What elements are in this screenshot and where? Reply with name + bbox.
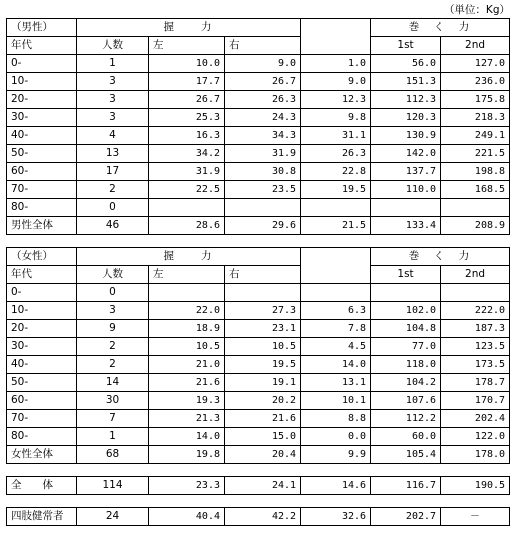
- table-cell: 24: [77, 508, 149, 526]
- table-cell: 9.0: [301, 73, 371, 91]
- header-age: 年代: [7, 37, 77, 55]
- table-cell: 122.0: [441, 428, 510, 446]
- table-cell: 18.9: [149, 320, 225, 338]
- table-cell: 2: [77, 338, 149, 356]
- table-row: [7, 91, 510, 109]
- table-cell: 208.9: [441, 217, 510, 235]
- header-2nd: 2nd: [441, 266, 510, 284]
- table-cell: 25.3: [149, 109, 225, 127]
- table-cell: 14.0: [149, 428, 225, 446]
- table-cell: 23.1: [225, 320, 301, 338]
- table-cell: [225, 199, 301, 217]
- table-cell: 190.5: [441, 477, 510, 495]
- table-row: [7, 217, 510, 235]
- table-cell: 23.3: [149, 477, 225, 495]
- table-cell: 175.8: [441, 91, 510, 109]
- table-cell: 21.6: [149, 374, 225, 392]
- table-cell: 249.1: [441, 127, 510, 145]
- table-cell: 20.2: [225, 392, 301, 410]
- table-cell: 3: [77, 91, 149, 109]
- table-cell: 23.5: [225, 181, 301, 199]
- table-cell: 26.7: [149, 91, 225, 109]
- table-cell: 4: [77, 127, 149, 145]
- table-cell: －: [441, 508, 510, 526]
- table-cell: 32.6: [301, 508, 371, 526]
- table-cell: 20-: [7, 320, 77, 338]
- table-cell: 女性全体: [7, 446, 77, 464]
- table-cell: 42.2: [225, 508, 301, 526]
- table-cell: 151.3: [371, 73, 441, 91]
- table-cell: 30.8: [225, 163, 301, 181]
- table-row: [7, 73, 510, 91]
- table-cell: 19.1: [225, 374, 301, 392]
- table-cell: 1: [77, 428, 149, 446]
- table-cell: [225, 284, 301, 302]
- table-cell: 50-: [7, 374, 77, 392]
- table-cell: 22.0: [149, 302, 225, 320]
- table-cell: 68: [77, 446, 149, 464]
- grip-strength-table: [6, 18, 510, 526]
- table-cell: 40.4: [149, 508, 225, 526]
- male-header-row: [7, 37, 510, 55]
- table-cell: 0-: [7, 284, 77, 302]
- table-cell: 10.1: [301, 392, 371, 410]
- table-cell: 17: [77, 163, 149, 181]
- male-title-row: [7, 19, 510, 37]
- table-cell: 107.6: [371, 392, 441, 410]
- blank-cell: [301, 19, 371, 37]
- table-cell: 22.5: [149, 181, 225, 199]
- table-row: [7, 446, 510, 464]
- table-cell: 30-: [7, 109, 77, 127]
- blank-cell: [301, 248, 371, 266]
- table-cell: 9.0: [225, 55, 301, 73]
- table-cell: 112.2: [371, 410, 441, 428]
- table-cell: [301, 199, 371, 217]
- table-cell: 19.5: [301, 181, 371, 199]
- table-cell: 0-: [7, 55, 77, 73]
- table-cell: 142.0: [371, 145, 441, 163]
- table-row: [7, 320, 510, 338]
- header-blank: [301, 37, 371, 55]
- table-cell: 19.8: [149, 446, 225, 464]
- header-right: 右: [225, 37, 301, 55]
- header-left: 左: [149, 266, 225, 284]
- table-cell: 9.9: [301, 446, 371, 464]
- table-cell: 77.0: [371, 338, 441, 356]
- table-cell: 21.5: [301, 217, 371, 235]
- table-cell: 178.0: [441, 446, 510, 464]
- table-cell: 50-: [7, 145, 77, 163]
- table-cell: [371, 199, 441, 217]
- table-cell: 9: [77, 320, 149, 338]
- table-row: [7, 374, 510, 392]
- table-cell: 168.5: [441, 181, 510, 199]
- table-cell: 20-: [7, 91, 77, 109]
- table-row: [7, 127, 510, 145]
- table-cell: 26.3: [301, 145, 371, 163]
- table-cell: 13.1: [301, 374, 371, 392]
- table-cell: 10-: [7, 302, 77, 320]
- header-blank: [301, 266, 371, 284]
- table-cell: 114: [77, 477, 149, 495]
- table-cell: 14.0: [301, 356, 371, 374]
- table-cell: 123.5: [441, 338, 510, 356]
- header-count: 人数: [77, 37, 149, 55]
- table-cell: 127.0: [441, 55, 510, 73]
- header-2nd: 2nd: [441, 37, 510, 55]
- table-cell: 102.0: [371, 302, 441, 320]
- unit-label: （単位：Kg）: [443, 4, 510, 16]
- table-cell: 202.4: [441, 410, 510, 428]
- table-cell: [149, 199, 225, 217]
- table-cell: 14: [77, 374, 149, 392]
- table-cell: 40-: [7, 127, 77, 145]
- header-1st: 1st: [371, 37, 441, 55]
- table-cell: 218.3: [441, 109, 510, 127]
- table-cell: 0.0: [301, 428, 371, 446]
- table-cell: 29.6: [225, 217, 301, 235]
- table-cell: [301, 284, 371, 302]
- table-row: [7, 410, 510, 428]
- table-cell: 7.8: [301, 320, 371, 338]
- spacer-row: [7, 495, 510, 508]
- table-row: [7, 428, 510, 446]
- table-cell: 222.0: [441, 302, 510, 320]
- header-right: 右: [225, 266, 301, 284]
- table-cell: 120.3: [371, 109, 441, 127]
- table-row: [7, 284, 510, 302]
- table-cell: [441, 284, 510, 302]
- table-cell: 30-: [7, 338, 77, 356]
- table-cell: 221.5: [441, 145, 510, 163]
- table-cell: 3: [77, 302, 149, 320]
- table-row: [7, 145, 510, 163]
- table-cell: 170.7: [441, 392, 510, 410]
- table-cell: 27.3: [225, 302, 301, 320]
- table-cell: 10.0: [149, 55, 225, 73]
- table-cell: 3: [77, 109, 149, 127]
- table-cell: 20.4: [225, 446, 301, 464]
- table-cell: 四肢健常者: [7, 508, 77, 526]
- table-cell: 28.6: [149, 217, 225, 235]
- table-row: [7, 109, 510, 127]
- pinch-strength-heading: 巻 く 力: [371, 248, 510, 266]
- table-cell: 22.8: [301, 163, 371, 181]
- table-cell: 7: [77, 410, 149, 428]
- table-cell: 13: [77, 145, 149, 163]
- female-header-row: [7, 266, 510, 284]
- table-cell: 70-: [7, 410, 77, 428]
- table-cell: 6.3: [301, 302, 371, 320]
- table-cell: 40-: [7, 356, 77, 374]
- table-cell: 116.7: [371, 477, 441, 495]
- table-cell: 31.9: [225, 145, 301, 163]
- table-cell: 104.2: [371, 374, 441, 392]
- table-cell: 173.5: [441, 356, 510, 374]
- table-cell: 10-: [7, 73, 77, 91]
- grip-strength-heading: 握 力: [77, 19, 301, 37]
- table-cell: 187.3: [441, 320, 510, 338]
- table-cell: 60.0: [371, 428, 441, 446]
- table-row: [7, 199, 510, 217]
- pinch-strength-heading: 巻 く 力: [371, 19, 510, 37]
- table-row: [7, 302, 510, 320]
- table-cell: 19.3: [149, 392, 225, 410]
- table-cell: 104.8: [371, 320, 441, 338]
- table-cell: 26.7: [225, 73, 301, 91]
- table-cell: 2: [77, 356, 149, 374]
- table-cell: 31.9: [149, 163, 225, 181]
- table-cell: 236.0: [441, 73, 510, 91]
- table-cell: 130.9: [371, 127, 441, 145]
- table-cell: 34.2: [149, 145, 225, 163]
- table-cell: 118.0: [371, 356, 441, 374]
- grip-strength-heading: 握 力: [77, 248, 301, 266]
- table-cell: 0: [77, 199, 149, 217]
- table-cell: 1: [77, 55, 149, 73]
- header-age: 年代: [7, 266, 77, 284]
- table-cell: 3: [77, 73, 149, 91]
- table-cell: 0: [77, 284, 149, 302]
- table-cell: 24.1: [225, 477, 301, 495]
- table-row: [7, 356, 510, 374]
- table-row: [7, 163, 510, 181]
- table-cell: 15.0: [225, 428, 301, 446]
- table-cell: 17.7: [149, 73, 225, 91]
- table-cell: 9.8: [301, 109, 371, 127]
- table-cell: 19.5: [225, 356, 301, 374]
- table-cell: 16.3: [149, 127, 225, 145]
- table-cell: 133.4: [371, 217, 441, 235]
- healthy-row: [7, 508, 510, 526]
- table-cell: 110.0: [371, 181, 441, 199]
- table-cell: 31.1: [301, 127, 371, 145]
- table-cell: 105.4: [371, 446, 441, 464]
- female-section-label: （女性）: [7, 248, 77, 266]
- header-left: 左: [149, 37, 225, 55]
- total-row: [7, 477, 510, 495]
- table-cell: 21.3: [149, 410, 225, 428]
- table-cell: 46: [77, 217, 149, 235]
- table-cell: 137.7: [371, 163, 441, 181]
- table-cell: 21.0: [149, 356, 225, 374]
- spacer-row: [7, 464, 510, 477]
- table-cell: 10.5: [225, 338, 301, 356]
- table-cell: 56.0: [371, 55, 441, 73]
- male-section-label: （男性）: [7, 19, 77, 37]
- table-cell: 60-: [7, 392, 77, 410]
- table-cell: [149, 284, 225, 302]
- table-cell: 10.5: [149, 338, 225, 356]
- table-cell: 24.3: [225, 109, 301, 127]
- table-cell: 男性全体: [7, 217, 77, 235]
- table-row: [7, 392, 510, 410]
- spacer-row: [7, 235, 510, 248]
- table-cell: 12.3: [301, 91, 371, 109]
- table-cell: 2: [77, 181, 149, 199]
- table-cell: 112.3: [371, 91, 441, 109]
- table-cell: 80-: [7, 428, 77, 446]
- table-cell: [371, 284, 441, 302]
- table-cell: 21.6: [225, 410, 301, 428]
- table-cell: 60-: [7, 163, 77, 181]
- table-row: [7, 55, 510, 73]
- table-cell: 1.0: [301, 55, 371, 73]
- table-cell: 34.3: [225, 127, 301, 145]
- table-row: [7, 338, 510, 356]
- header-count: 人数: [77, 266, 149, 284]
- table-cell: 198.8: [441, 163, 510, 181]
- table-cell: 全 体: [7, 477, 77, 495]
- table-cell: 80-: [7, 199, 77, 217]
- female-title-row: [7, 248, 510, 266]
- table-cell: 14.6: [301, 477, 371, 495]
- table-cell: 30: [77, 392, 149, 410]
- table-cell: 8.8: [301, 410, 371, 428]
- table-cell: 26.3: [225, 91, 301, 109]
- table-cell: 70-: [7, 181, 77, 199]
- header-1st: 1st: [371, 266, 441, 284]
- table-cell: [441, 199, 510, 217]
- table-cell: 178.7: [441, 374, 510, 392]
- table-row: [7, 181, 510, 199]
- table-cell: 4.5: [301, 338, 371, 356]
- table-cell: 202.7: [371, 508, 441, 526]
